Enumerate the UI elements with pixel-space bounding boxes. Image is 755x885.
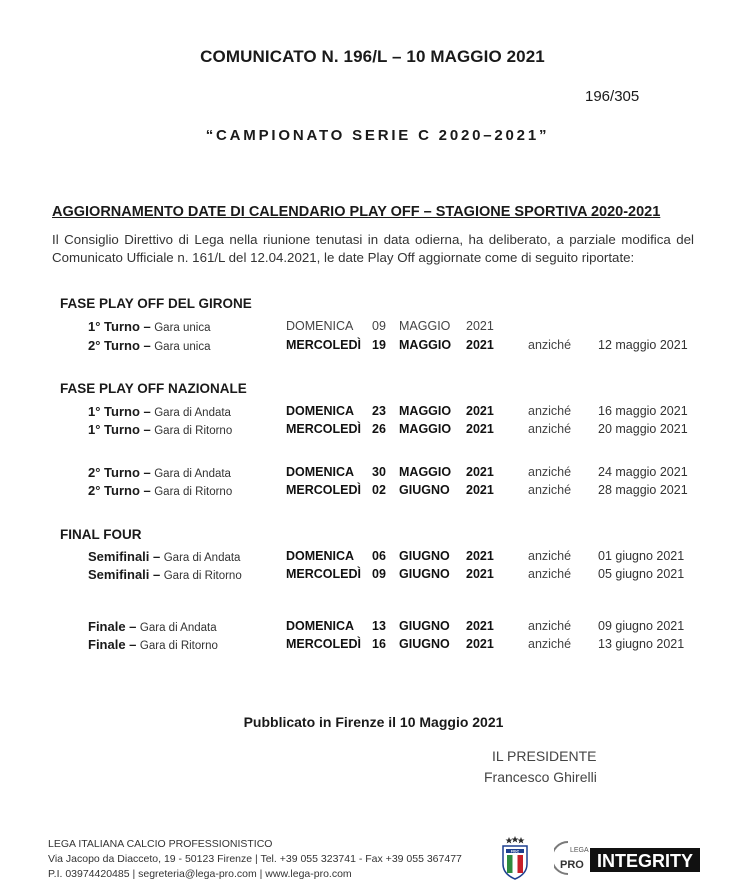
instead-label: anziché: [528, 338, 572, 352]
instead-label: anziché: [528, 465, 572, 479]
day: MERCOLEDÌ: [286, 422, 361, 436]
footer-contact: P.I. 03974420485 | segreteria@lega-pro.com | www.lega-pro.com: [48, 868, 352, 880]
published-line: Pubblicato in Firenze il 10 Maggio 2021: [243, 714, 504, 730]
day-number: 16: [372, 637, 386, 651]
old-date: 05 giugno 2021: [598, 567, 685, 581]
lega-pro-integrity-logo-icon: [554, 840, 702, 876]
table-row: [0, 404, 755, 422]
day-number: 23: [372, 404, 386, 418]
section-title-final-four: FINAL FOUR: [60, 527, 142, 542]
section-title-nazionale: FASE PLAY OFF NAZIONALE: [60, 381, 247, 396]
document-title: COMUNICATO N. 196/L – 10 MAGGIO 2021: [200, 47, 545, 66]
page-number: 196/305: [585, 88, 640, 105]
logo-integrity-text: INTEGRITY: [596, 851, 694, 871]
logo-pro-text: PRO: [560, 859, 584, 871]
month: GIUGNO: [399, 567, 450, 581]
round-label: Semifinali –: [88, 567, 161, 582]
instead-label: anziché: [528, 637, 572, 651]
year: 2021: [466, 422, 494, 436]
year: 2021: [466, 637, 494, 651]
day: DOMENICA: [286, 319, 354, 333]
old-date: 24 maggio 2021: [598, 465, 688, 479]
month: GIUGNO: [399, 637, 450, 651]
table-row: [0, 422, 755, 440]
old-date: 01 giugno 2021: [598, 549, 685, 563]
day-number: 30: [372, 465, 386, 479]
month: MAGGIO: [399, 404, 452, 418]
round-label: 2° Turno –: [88, 465, 151, 480]
match-type: Gara di Andata: [139, 622, 217, 634]
table-row: [0, 338, 755, 356]
instead-label: anziché: [528, 404, 572, 418]
day: MERCOLEDÌ: [286, 637, 361, 651]
instead-label: anziché: [528, 483, 572, 497]
old-date: 20 maggio 2021: [598, 422, 688, 436]
table-row: [0, 549, 755, 567]
section-title-girone: FASE PLAY OFF DEL GIRONE: [60, 296, 252, 311]
year: 2021: [466, 465, 494, 479]
round-label: 1° Turno –: [88, 422, 151, 437]
round-label: 2° Turno –: [88, 483, 151, 498]
day: DOMENICA: [286, 619, 355, 633]
footer-address: Via Jacopo da Diacceto, 19 - 50123 Firenze | Tel. +39 055 323741 - Fax +39 055 367477: [48, 853, 462, 865]
section-heading: AGGIORNAMENTO DATE DI CALENDARIO PLAY OFF – STAGIONE SPORTIVA 2020-2021: [52, 204, 661, 220]
day-number: 19: [372, 338, 386, 352]
match-type: Gara di Ritorno: [154, 486, 233, 498]
old-date: 28 maggio 2021: [598, 483, 688, 497]
match-type: Gara di Andata: [154, 407, 231, 419]
match-type: Gara di Ritorno: [154, 425, 233, 437]
match-type: Gara unica: [154, 341, 211, 353]
signature-name: Francesco Ghirelli: [484, 769, 597, 785]
table-row: [0, 483, 755, 501]
match-type: Gara di Andata: [163, 552, 241, 564]
instead-label: anziché: [528, 422, 572, 436]
day-number: 26: [372, 422, 386, 436]
day: DOMENICA: [286, 404, 355, 418]
year: 2021: [466, 567, 494, 581]
day-number: 13: [372, 619, 386, 633]
round-label: Semifinali –: [88, 549, 161, 564]
signature-role: IL PRESIDENTE: [492, 748, 597, 764]
old-date: 12 maggio 2021: [598, 338, 688, 352]
round-label: 1° Turno –: [88, 319, 151, 334]
table-row: [0, 465, 755, 483]
round-label: Finale –: [88, 619, 137, 634]
month: GIUGNO: [399, 619, 450, 633]
old-date: 09 giugno 2021: [598, 619, 685, 633]
old-date: 16 maggio 2021: [598, 404, 688, 418]
logo-lega-text: LEGA: [570, 847, 589, 854]
year: 2021: [466, 338, 494, 352]
year: 2021: [466, 483, 494, 497]
match-type: Gara di Ritorno: [163, 570, 242, 582]
day: DOMENICA: [286, 465, 355, 479]
instead-label: anziché: [528, 567, 572, 581]
match-type: Gara di Ritorno: [139, 640, 218, 652]
day-number: 09: [372, 567, 386, 581]
footer-org: LEGA ITALIANA CALCIO PROFESSIONISTICO: [48, 838, 273, 850]
old-date: 13 giugno 2021: [598, 637, 685, 651]
championship-title: “CAMPIONATO SERIE C 2020–2021”: [205, 127, 550, 144]
figc-logo-text: FIGC: [510, 849, 520, 854]
match-type: Gara di Andata: [154, 468, 231, 480]
table-row: [0, 619, 755, 637]
day: DOMENICA: [286, 549, 355, 563]
month: GIUGNO: [399, 549, 450, 563]
month: MAGGIO: [399, 319, 451, 333]
year: 2021: [466, 404, 494, 418]
day: MERCOLEDÌ: [286, 567, 361, 581]
month: GIUGNO: [399, 483, 450, 497]
table-row: [0, 319, 755, 337]
table-row: [0, 567, 755, 585]
intro-paragraph: Il Consiglio Direttivo di Lega nella riunione tenutasi in data odierna, ha deliberato, a parziale modifica del Comunicato Ufficiale n. 161/L del 12.04.2021, le date Play Off aggiornate come di seguito riportate:: [52, 232, 694, 265]
year: 2021: [466, 619, 494, 633]
instead-label: anziché: [528, 619, 572, 633]
round-label: Finale –: [88, 637, 137, 652]
instead-label: anziché: [528, 549, 572, 563]
year: 2021: [466, 549, 494, 563]
round-label: 1° Turno –: [88, 404, 151, 419]
day-number: 06: [372, 549, 386, 563]
day: MERCOLEDÌ: [286, 483, 361, 497]
day-number: 02: [372, 483, 386, 497]
month: MAGGIO: [399, 338, 452, 352]
figc-logo-icon: [500, 836, 530, 880]
month: MAGGIO: [399, 465, 452, 479]
month: MAGGIO: [399, 422, 452, 436]
day-number: 09: [372, 319, 386, 333]
table-row: [0, 637, 755, 655]
day: MERCOLEDÌ: [286, 338, 361, 352]
match-type: Gara unica: [154, 322, 211, 334]
round-label: 2° Turno –: [88, 338, 151, 353]
year: 2021: [466, 319, 494, 333]
